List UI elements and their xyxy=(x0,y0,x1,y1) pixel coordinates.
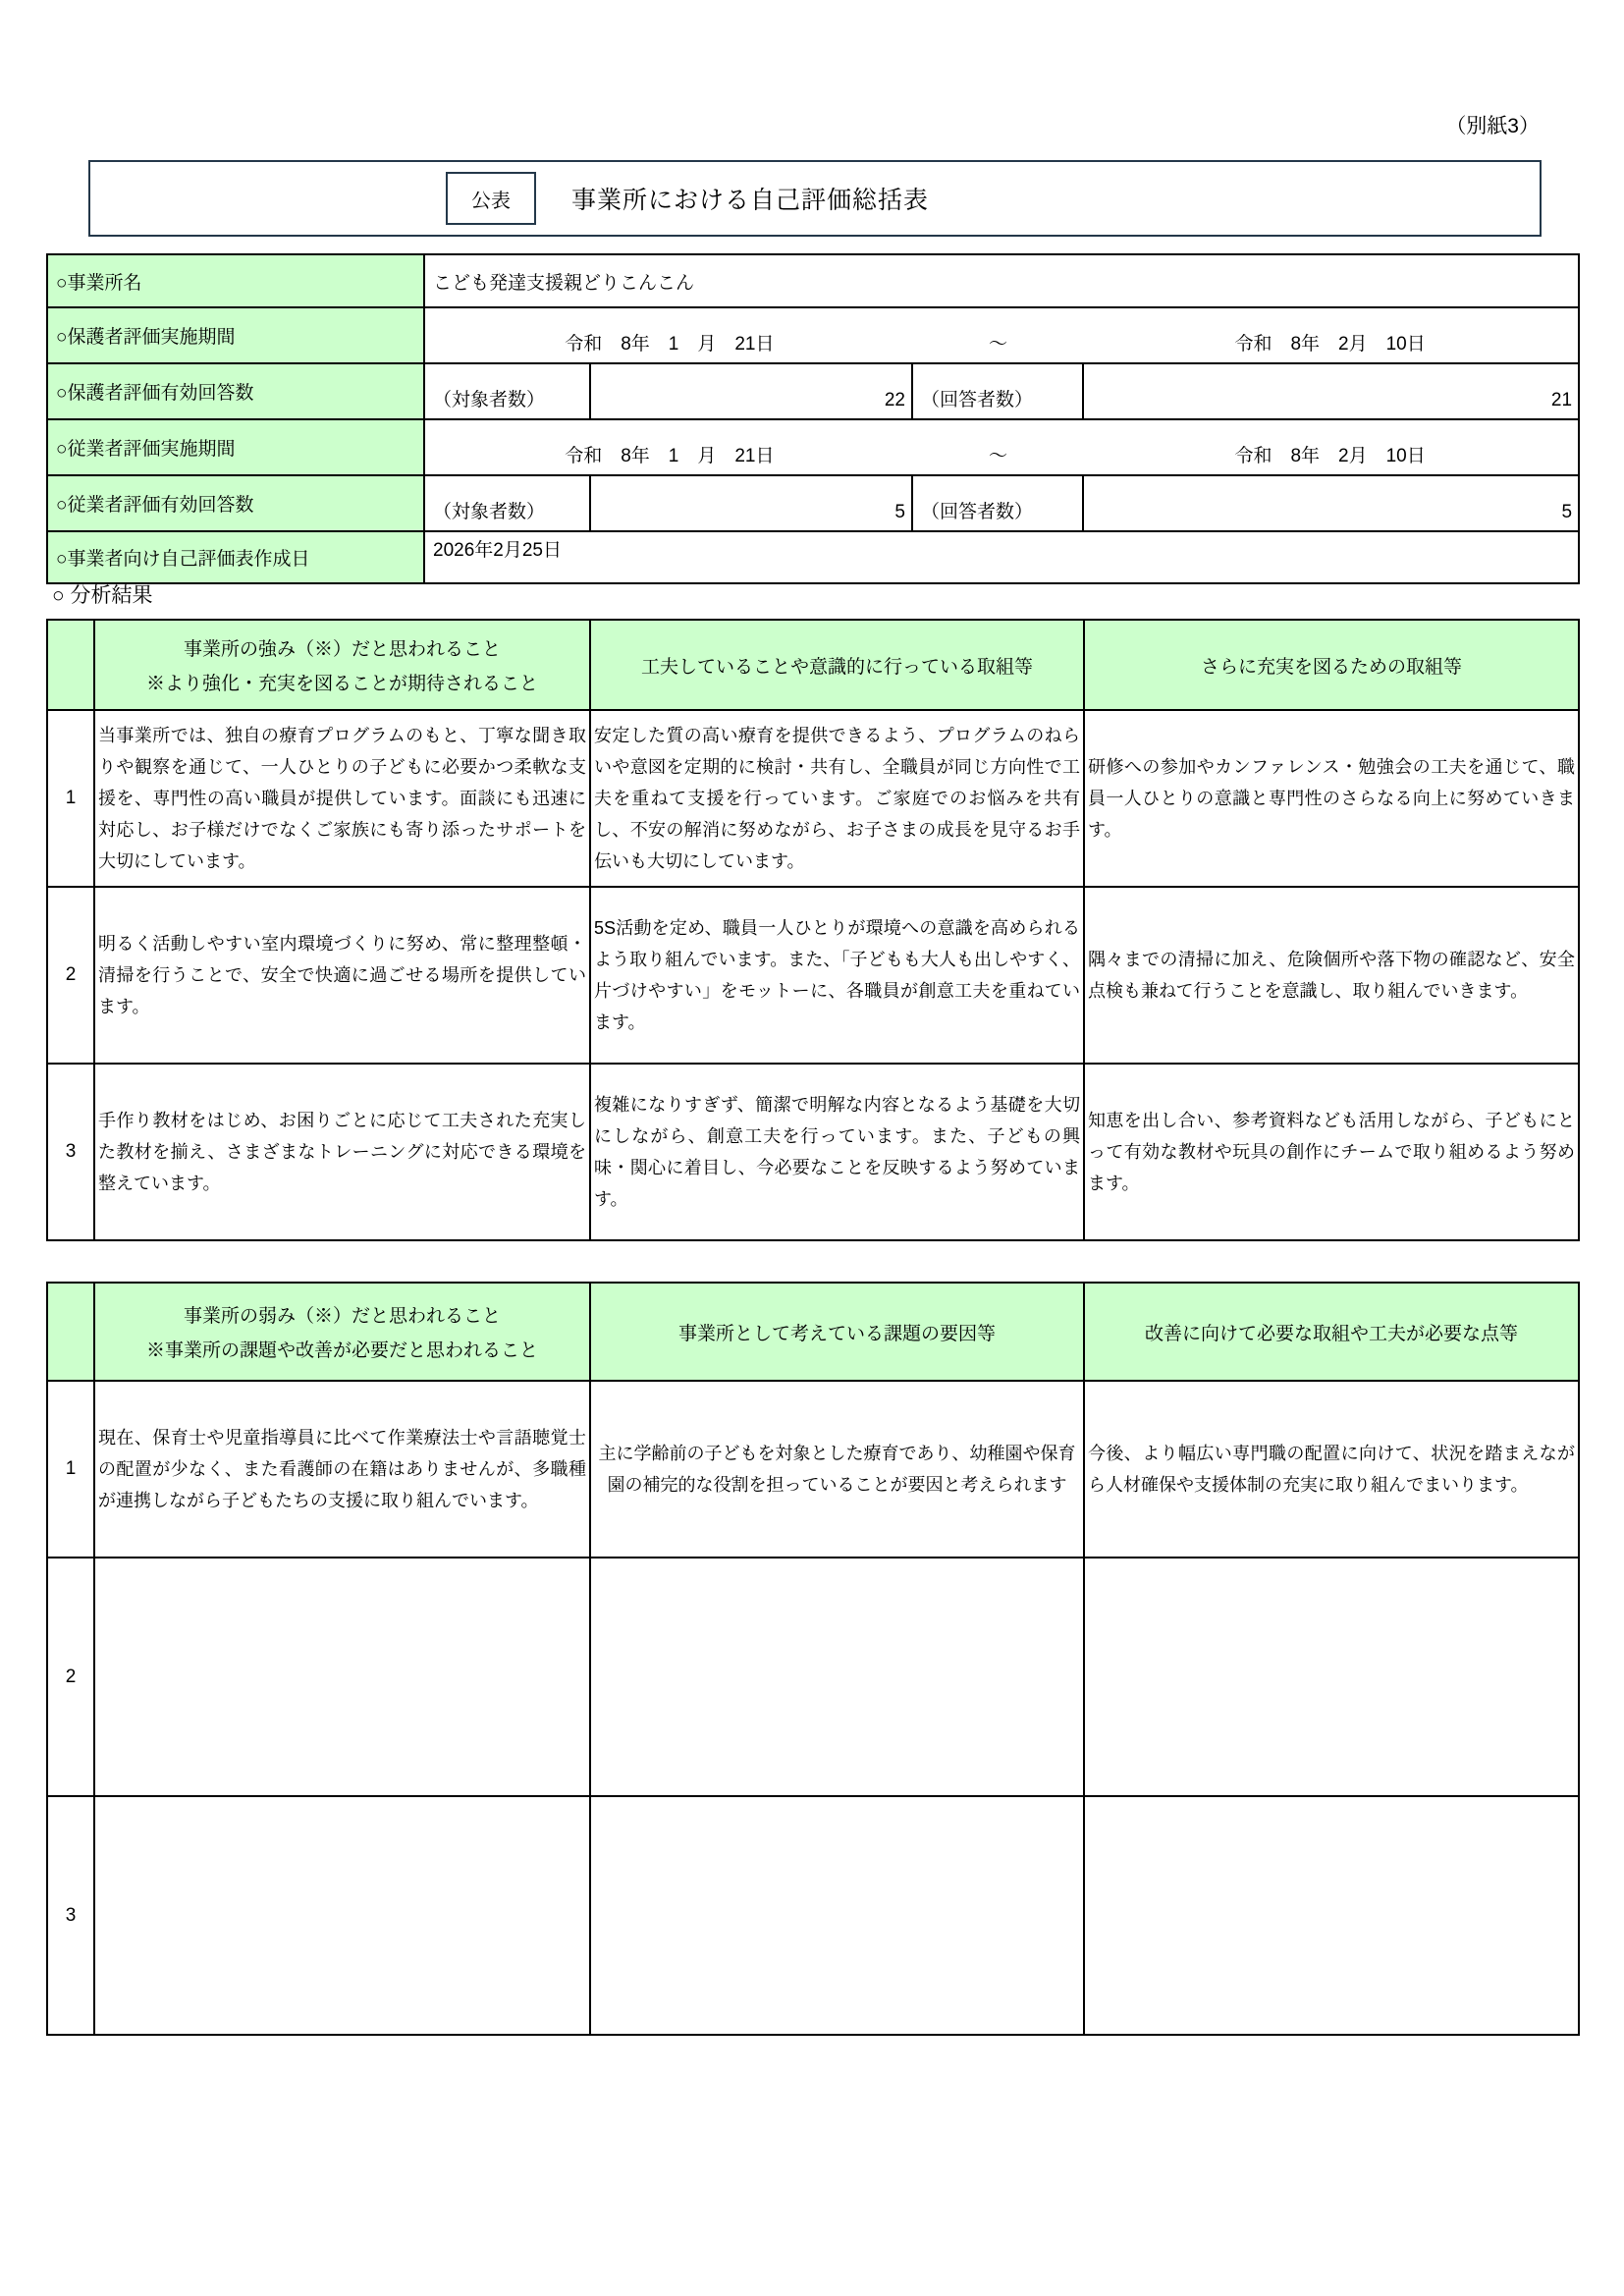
attachment-number-note: （別紙3） xyxy=(1445,115,1540,137)
row-number-header xyxy=(47,1283,94,1381)
cause-cell: 主に学齢前の子どもを対象とした療育であり、幼稚園や保育園の補完的な役割を担っていることが要因と考えられます xyxy=(590,1381,1084,1558)
weakness-cell: 現在、保育士や児童指導員に比べて作業療法士や言語聴覚士の配置が少なく、また看護師の在籍はありませんが、多職種が連携しながら子どもたちの支援に取り組んでいます。 xyxy=(94,1381,590,1558)
title-banner xyxy=(88,160,1542,237)
enhancement-cell: 隅々までの清掃に加え、危険個所や落下物の確認など、安全点検も兼ねて行うことを意識し、取り組んでいきます。 xyxy=(1084,887,1579,1064)
improvement-cell xyxy=(1084,1796,1579,2035)
cause-cell xyxy=(590,1796,1084,2035)
guardian-count-label: ○保護者評価有効回答数 xyxy=(47,363,424,419)
tilde-separator: ～ xyxy=(988,446,1007,466)
enhancement-cell: 知恵を出し合い、参考資料なども活用しながら、子どもにとって有効な教材や玩具の創作にチームで取り組めるよう努めます。 xyxy=(1084,1064,1579,1240)
staff-period-to: 令和 8年 2月 10日 xyxy=(1234,446,1426,466)
table-row xyxy=(47,1558,1579,1796)
row-number: 3 xyxy=(47,1064,94,1240)
staff-period-value xyxy=(424,419,1579,475)
table-row xyxy=(47,419,1579,475)
table-row xyxy=(47,1381,1579,1558)
staff-count-label: ○従業者評価有効回答数 xyxy=(47,475,424,531)
table-row xyxy=(47,1796,1579,2035)
guardian-period-label: ○保護者評価実施期間 xyxy=(47,307,424,363)
staff-period-label: ○従業者評価実施期間 xyxy=(47,419,424,475)
table-row xyxy=(47,710,1579,887)
creation-date-value: 2026年2月25日 xyxy=(424,531,1579,583)
page-title: 事業所における自己評価総括表 xyxy=(571,187,930,214)
target-count-label: （対象者数） xyxy=(424,363,590,419)
header-line: 事業所の弱み（※）だと思われること xyxy=(183,1306,501,1327)
row-number: 1 xyxy=(47,710,94,887)
guardian-period-from: 令和 8年 1 月 21日 xyxy=(565,334,775,355)
table-header-row xyxy=(47,620,1579,710)
improvement-cell: 今後、より幅広い専門職の配置に向けて、状況を踏まえながら人材確保や支援体制の充実に取り組んでまいります。 xyxy=(1084,1381,1579,1558)
header-line: 事業所の強み（※）だと思われること xyxy=(183,639,501,660)
row-number: 3 xyxy=(47,1796,94,2035)
analysis-results-heading: ○ 分析結果 xyxy=(52,584,153,607)
header-line: ※事業所の課題や改善が必要だと思われること xyxy=(145,1340,538,1361)
target-count-label: （対象者数） xyxy=(424,475,590,531)
header-line: ※より強化・充実を図ることが期待されること xyxy=(145,674,538,694)
effort-cell: 安定した質の高い療育を提供できるよう、プログラムのねらいや意図を定期的に検討・共有し、全職員が同じ方向性で工夫を重ねて支援を行っています。ご家庭でのお悩みを共有し、不安の解消に努めながら、お子さまの成長を見守るお手伝いも大切にしています。 xyxy=(590,710,1084,887)
respondent-count-label: （回答者数） xyxy=(912,363,1083,419)
table-row xyxy=(47,531,1579,583)
improvement-column-header: 改善に向けて必要な取組や工夫が必要な点等 xyxy=(1084,1283,1579,1381)
staff-respondent-value: 5 xyxy=(1083,475,1579,531)
effort-cell: 複雑になりすぎず、簡潔で明解な内容となるよう基礎を大切にしながら、創意工夫を行っています。また、子どもの興味・関心に着目し、今必要なことを反映するよう努めています。 xyxy=(590,1064,1084,1240)
improvement-cell xyxy=(1084,1558,1579,1796)
table-row xyxy=(47,887,1579,1064)
guardian-target-value: 22 xyxy=(590,363,912,419)
efforts-column-header: 工夫していることや意識的に行っている取組等 xyxy=(590,620,1084,710)
row-number-header xyxy=(47,620,94,710)
effort-cell: 5S活動を定め、職員一人ひとりが環境への意識を高められるよう取り組んでいます。また、「子どもも大人も出しやすく、片づけやすい」をモットーに、各職員が創意工夫を重ねています。 xyxy=(590,887,1084,1064)
facility-name-label: ○事業所名 xyxy=(47,254,424,307)
table-row xyxy=(47,307,1579,363)
strength-cell: 手作り教材をはじめ、お困りごとに応じて工夫された充実した教材を揃え、さまざまなトレーニングに対応できる環境を整えています。 xyxy=(94,1064,590,1240)
publish-stamp: 公表 xyxy=(446,172,536,225)
staff-target-value: 5 xyxy=(590,475,912,531)
weakness-cell xyxy=(94,1558,590,1796)
staff-period-from: 令和 8年 1 月 21日 xyxy=(565,446,775,466)
weakness-cell xyxy=(94,1796,590,2035)
tilde-separator: ～ xyxy=(988,334,1007,355)
causes-column-header: 事業所として考えている課題の要因等 xyxy=(590,1283,1084,1381)
table-header-row xyxy=(47,1283,1579,1381)
row-number: 1 xyxy=(47,1381,94,1558)
table-row xyxy=(47,363,1579,419)
cause-cell xyxy=(590,1558,1084,1796)
strengths-analysis-table xyxy=(46,619,1580,1241)
enhancement-column-header: さらに充実を図るための取組等 xyxy=(1084,620,1579,710)
enhancement-cell: 研修への参加やカンファレンス・勉強会の工夫を通じて、職員一人ひとりの意識と専門性のさらなる向上に努めていきます。 xyxy=(1084,710,1579,887)
table-row xyxy=(47,1064,1579,1240)
guardian-period-to: 令和 8年 2月 10日 xyxy=(1234,334,1426,355)
strength-cell: 当事業所では、独自の療育プログラムのもと、丁寧な聞き取りや観察を通じて、一人ひとりの子どもに必要かつ柔軟な支援を、専門性の高い職員が提供しています。面談にも迅速に対応し、お子様だけでなくご家族にも寄り添ったサポートを大切にしています。 xyxy=(94,710,590,887)
creation-date-label: ○事業者向け自己評価表作成日 xyxy=(47,531,424,583)
row-number: 2 xyxy=(47,887,94,1064)
table-row xyxy=(47,475,1579,531)
respondent-count-label: （回答者数） xyxy=(912,475,1083,531)
row-number: 2 xyxy=(47,1558,94,1796)
facility-name-value: こども発達支援親どりこんこん xyxy=(424,254,1579,307)
guardian-period-value xyxy=(424,307,1579,363)
guardian-respondent-value: 21 xyxy=(1083,363,1579,419)
facility-info-table xyxy=(46,253,1580,584)
table-row xyxy=(47,254,1579,307)
strength-cell: 明るく活動しやすい室内環境づくりに努め、常に整理整頓・清掃を行うことで、安全で快適に過ごせる場所を提供しています。 xyxy=(94,887,590,1064)
weaknesses-column-header xyxy=(94,1283,590,1381)
weaknesses-analysis-table xyxy=(46,1282,1580,2036)
strengths-column-header xyxy=(94,620,590,710)
